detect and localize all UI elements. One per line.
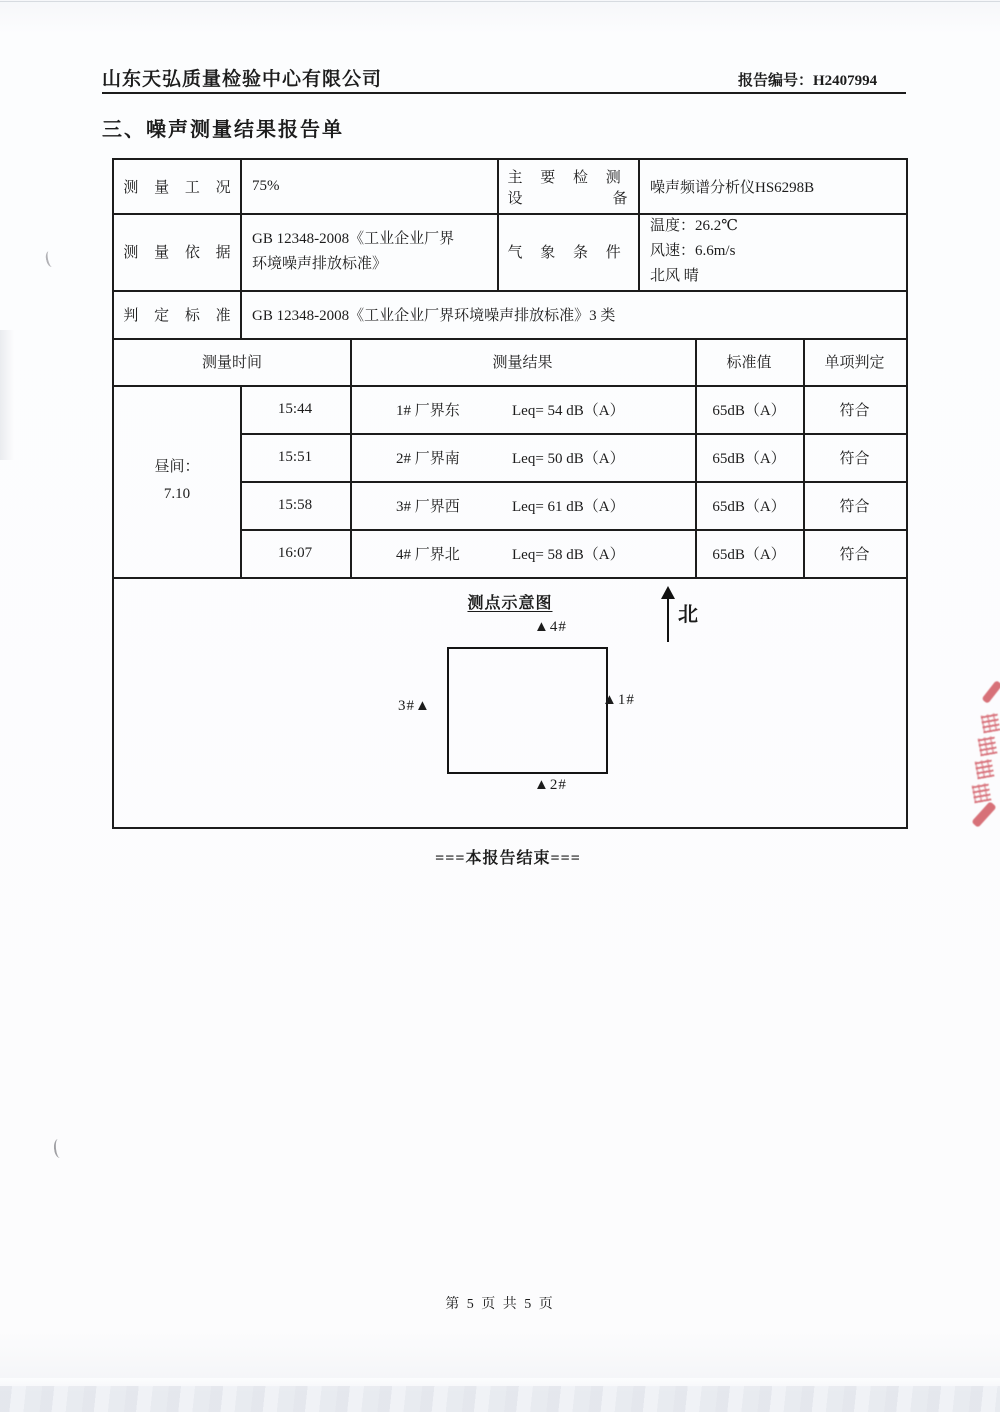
measure-basis-value-line2: 环境噪声排放标准》 [252, 255, 388, 272]
report-number-label: 报告编号： [738, 73, 814, 89]
header-standard-value: 标准值 [726, 355, 772, 371]
weather-wind-sky: 北风 晴 [650, 268, 699, 284]
seal-glyph [981, 713, 1000, 734]
row-point: 1# 厂界东 [396, 402, 460, 419]
judge-standard-value: GB 12348-2008《工业企业厂界环境噪声排放标准》3 类 [252, 307, 616, 324]
weather-value [638, 213, 906, 290]
company-name: 山东天弘质量检验中心有限公司 [102, 69, 383, 90]
weather-label: 气 象 条 件 [507, 245, 621, 261]
main-equipment-label-line1: 主 要 检 测 [507, 169, 621, 186]
row-standard: 65dB（A） [712, 546, 786, 563]
row-result [350, 481, 695, 529]
main-equipment-label [497, 160, 638, 213]
row-standard: 65dB（A） [712, 450, 786, 467]
row-judgement: 符合 [839, 546, 870, 563]
row-time: 15:58 [277, 496, 313, 513]
weather-wind-speed: 风速：6.6m/s [650, 243, 736, 259]
page-number: 第 5 页 共 5 页 [445, 1297, 555, 1312]
header-measure-result: 测量结果 [492, 355, 553, 371]
period-date: 7.10 [163, 486, 191, 502]
row-time: 15:51 [277, 448, 313, 465]
report-number [738, 69, 877, 90]
main-equipment-label-line2-right: 备 [612, 190, 628, 207]
row-leq: Leq= 61 dB（A） [512, 498, 625, 515]
factory-boundary-square [447, 647, 608, 774]
grid-line [114, 577, 906, 579]
scan-top-edge [0, 1, 1000, 2]
row-result [350, 385, 695, 433]
report-end-note: ===本报告结束=== [435, 850, 581, 867]
marker-point-2: ▲2# [534, 777, 567, 793]
diagram-title: 测点示意图 [467, 595, 553, 612]
row-time: 15:44 [277, 400, 313, 417]
row-point: 4# 厂界北 [396, 546, 460, 563]
report-number-value: H2407994 [813, 73, 878, 89]
header-measure-time: 测量时间 [201, 355, 262, 371]
row-point: 3# 厂界西 [396, 498, 460, 515]
row-judgement: 符合 [839, 450, 870, 467]
row-leq: Leq= 50 dB（A） [512, 450, 625, 467]
row-judgement: 符合 [839, 498, 870, 515]
north-label: 北 [678, 604, 698, 626]
north-arrow-line [667, 597, 669, 642]
measure-condition-label: 测 量 工 况 [123, 180, 231, 196]
judge-standard-label: 判 定 标 准 [123, 307, 231, 324]
marker-point-4: ▲4# [534, 619, 567, 635]
section-title: 三、噪声测量结果报告单 [102, 119, 344, 141]
row-leq: Leq= 54 dB（A） [512, 402, 625, 419]
scan-shadow [0, 330, 14, 460]
row-standard: 65dB（A） [712, 498, 786, 515]
marker-point-1: ▲1# [602, 692, 635, 708]
row-result [350, 529, 695, 577]
period-cell [114, 385, 240, 577]
scan-bottom-texture [0, 1386, 1000, 1412]
report-table [112, 158, 908, 829]
header-judgement: 单项判定 [824, 355, 885, 371]
row-time: 16:07 [277, 544, 313, 561]
seal-glyph [978, 736, 998, 757]
main-equipment-label-line2-left: 设 [507, 190, 523, 207]
row-standard: 65dB（A） [712, 402, 786, 419]
row-result [350, 433, 695, 481]
marker-point-3: 3#▲ [398, 698, 431, 714]
measure-basis-label: 测 量 依 据 [123, 245, 231, 261]
header-divider [102, 92, 906, 94]
row-judgement: 符合 [839, 402, 870, 419]
red-seal-fragment-icon [958, 672, 1000, 842]
row-point: 2# 厂界南 [396, 450, 460, 467]
seal-stroke [981, 680, 1000, 704]
seal-stroke [971, 801, 996, 828]
row-leq: Leq= 58 dB（A） [512, 546, 625, 563]
measure-condition-value: 75% [252, 178, 280, 194]
scan-pen-mark [53, 1139, 65, 1159]
seal-glyph [975, 759, 995, 780]
main-equipment-value: 噪声频谱分析仪HS6298B [650, 180, 815, 196]
seal-glyph [972, 783, 992, 804]
period-daytime: 昼间： [154, 459, 200, 475]
measure-basis-value [240, 213, 497, 290]
scan-pen-mark [44, 250, 56, 268]
weather-temperature: 温度：26.2℃ [650, 218, 739, 234]
measure-basis-value-line1: GB 12348-2008《工业企业厂界 [252, 230, 455, 247]
